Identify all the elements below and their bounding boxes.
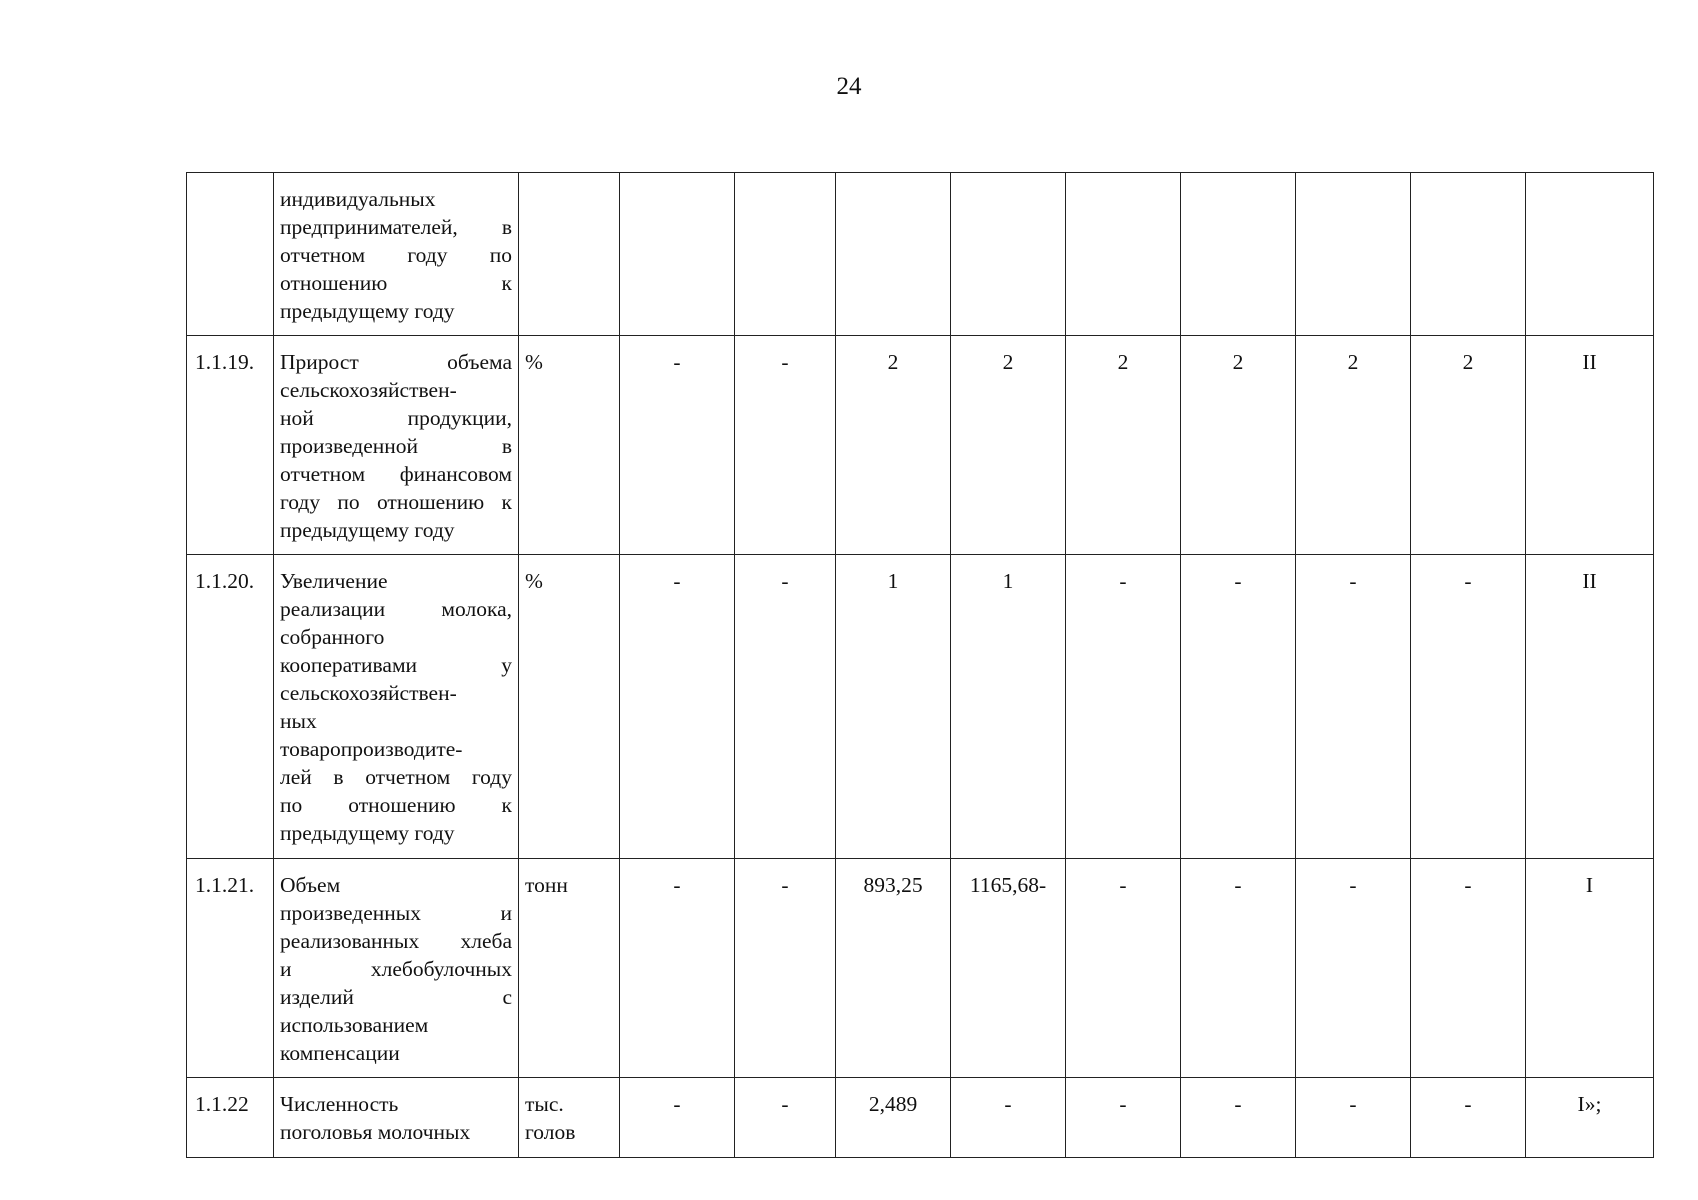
unit-line: тыс. <box>525 1092 564 1116</box>
indicator-name-line: году по отношению к <box>280 490 512 514</box>
category-cell: II <box>1526 336 1654 555</box>
value-cell-3: 2 <box>836 336 951 555</box>
value-cell-8: - <box>1411 859 1526 1078</box>
value-cell-6: - <box>1181 1078 1296 1158</box>
value-cell-5: - <box>1066 1078 1181 1158</box>
indicator-name-line: Объем <box>280 873 341 897</box>
indicator-name-line: ной продукции, <box>280 406 512 430</box>
value-cell-3 <box>836 173 951 336</box>
value-cell-2 <box>735 173 836 336</box>
value-cell-7: - <box>1296 859 1411 1078</box>
indicator-name-line: предпринимателей, в <box>280 215 512 239</box>
indicator-name-line: и хлебобулочных <box>280 957 512 981</box>
value-cell-7 <box>1296 173 1411 336</box>
value-cell-5 <box>1066 173 1181 336</box>
row-number-cell: 1.1.21. <box>187 859 274 1078</box>
unit-cell <box>519 173 620 336</box>
indicator-name-line: изделий с <box>280 985 512 1009</box>
value-cell-4: 1165,68- <box>951 859 1066 1078</box>
value-cell-8: - <box>1411 555 1526 859</box>
value-cell-5: 2 <box>1066 336 1181 555</box>
value-cell-5: - <box>1066 859 1181 1078</box>
value-cell-2: - <box>735 336 836 555</box>
indicator-name-line: произведенных и <box>280 901 512 925</box>
indicator-name-line: лей в отчетном году <box>280 765 512 789</box>
value-cell-2: - <box>735 1078 836 1158</box>
category-cell <box>1526 173 1654 336</box>
indicator-name-line: произведенной в <box>280 434 512 458</box>
table-row <box>187 859 1654 1078</box>
indicator-name-line: Численность <box>280 1092 399 1116</box>
indicator-name-line: индивидуальных <box>280 187 436 211</box>
value-cell-1: - <box>620 336 735 555</box>
indicator-name-line: поголовья молочных <box>280 1120 471 1144</box>
value-cell-7: - <box>1296 555 1411 859</box>
indicator-name-cell <box>274 173 519 336</box>
value-cell-5: - <box>1066 555 1181 859</box>
value-cell-1: - <box>620 859 735 1078</box>
indicator-name-line: отчетном году по <box>280 243 512 267</box>
indicator-name-cell <box>274 555 519 859</box>
value-cell-8 <box>1411 173 1526 336</box>
indicator-name-cell <box>274 1078 519 1158</box>
row-number-cell <box>187 173 274 336</box>
row-number-cell: 1.1.22 <box>187 1078 274 1158</box>
indicator-name-line: собранного <box>280 625 385 649</box>
value-cell-6 <box>1181 173 1296 336</box>
value-cell-8: 2 <box>1411 336 1526 555</box>
value-cell-4: 2 <box>951 336 1066 555</box>
indicator-name-line: товаропроизводите- <box>280 737 463 761</box>
value-cell-3: 1 <box>836 555 951 859</box>
table-row <box>187 336 1654 555</box>
unit-line: голов <box>525 1120 576 1144</box>
value-cell-7: - <box>1296 1078 1411 1158</box>
value-cell-3: 893,25 <box>836 859 951 1078</box>
unit-cell <box>519 1078 620 1158</box>
value-cell-4 <box>951 173 1066 336</box>
indicator-name-line: по отношению к <box>280 793 512 817</box>
page-number: 24 <box>836 73 862 100</box>
category-cell: I»; <box>1526 1078 1654 1158</box>
unit-cell: % <box>519 336 620 555</box>
indicator-name-line: ных <box>280 709 317 733</box>
value-cell-6: - <box>1181 859 1296 1078</box>
indicator-name-cell <box>274 859 519 1078</box>
category-cell: I <box>1526 859 1654 1078</box>
indicator-name-line: отчетном финансовом <box>280 462 512 486</box>
indicator-name-line: предыдущему году <box>280 299 455 323</box>
value-cell-1: - <box>620 1078 735 1158</box>
indicator-name-line: сельскохозяйствен- <box>280 681 457 705</box>
indicator-name-line: реализованных хлеба <box>280 929 512 953</box>
indicator-name-line: Прирост объема <box>280 350 512 374</box>
indicator-name-line: использованием <box>280 1013 429 1037</box>
value-cell-6: 2 <box>1181 336 1296 555</box>
value-cell-3: 2,489 <box>836 1078 951 1158</box>
table-row <box>187 555 1654 859</box>
indicator-name-line: предыдущему году <box>280 518 455 542</box>
row-number-cell: 1.1.19. <box>187 336 274 555</box>
table-body <box>187 173 1654 1158</box>
indicator-name-line: отношению к <box>280 271 512 295</box>
value-cell-4: 1 <box>951 555 1066 859</box>
value-cell-8: - <box>1411 1078 1526 1158</box>
indicator-name-line: сельскохозяйствен- <box>280 378 457 402</box>
value-cell-6: - <box>1181 555 1296 859</box>
unit-cell: тонн <box>519 859 620 1078</box>
value-cell-4: - <box>951 1078 1066 1158</box>
indicator-name-line: Увеличение <box>280 569 388 593</box>
value-cell-2: - <box>735 555 836 859</box>
indicator-name-line: кооперативами у <box>280 653 512 677</box>
value-cell-7: 2 <box>1296 336 1411 555</box>
value-cell-1: - <box>620 555 735 859</box>
indicator-name-line: реализации молока, <box>280 597 512 621</box>
value-cell-1 <box>620 173 735 336</box>
indicator-name-line: компенсации <box>280 1041 400 1065</box>
table-row <box>187 1078 1654 1158</box>
indicator-name-line: предыдущему году <box>280 821 455 845</box>
value-cell-2: - <box>735 859 836 1078</box>
unit-cell: % <box>519 555 620 859</box>
category-cell: II <box>1526 555 1654 859</box>
indicators-table <box>186 172 1654 1158</box>
row-number-cell: 1.1.20. <box>187 555 274 859</box>
table-row <box>187 173 1654 336</box>
indicator-name-cell <box>274 336 519 555</box>
